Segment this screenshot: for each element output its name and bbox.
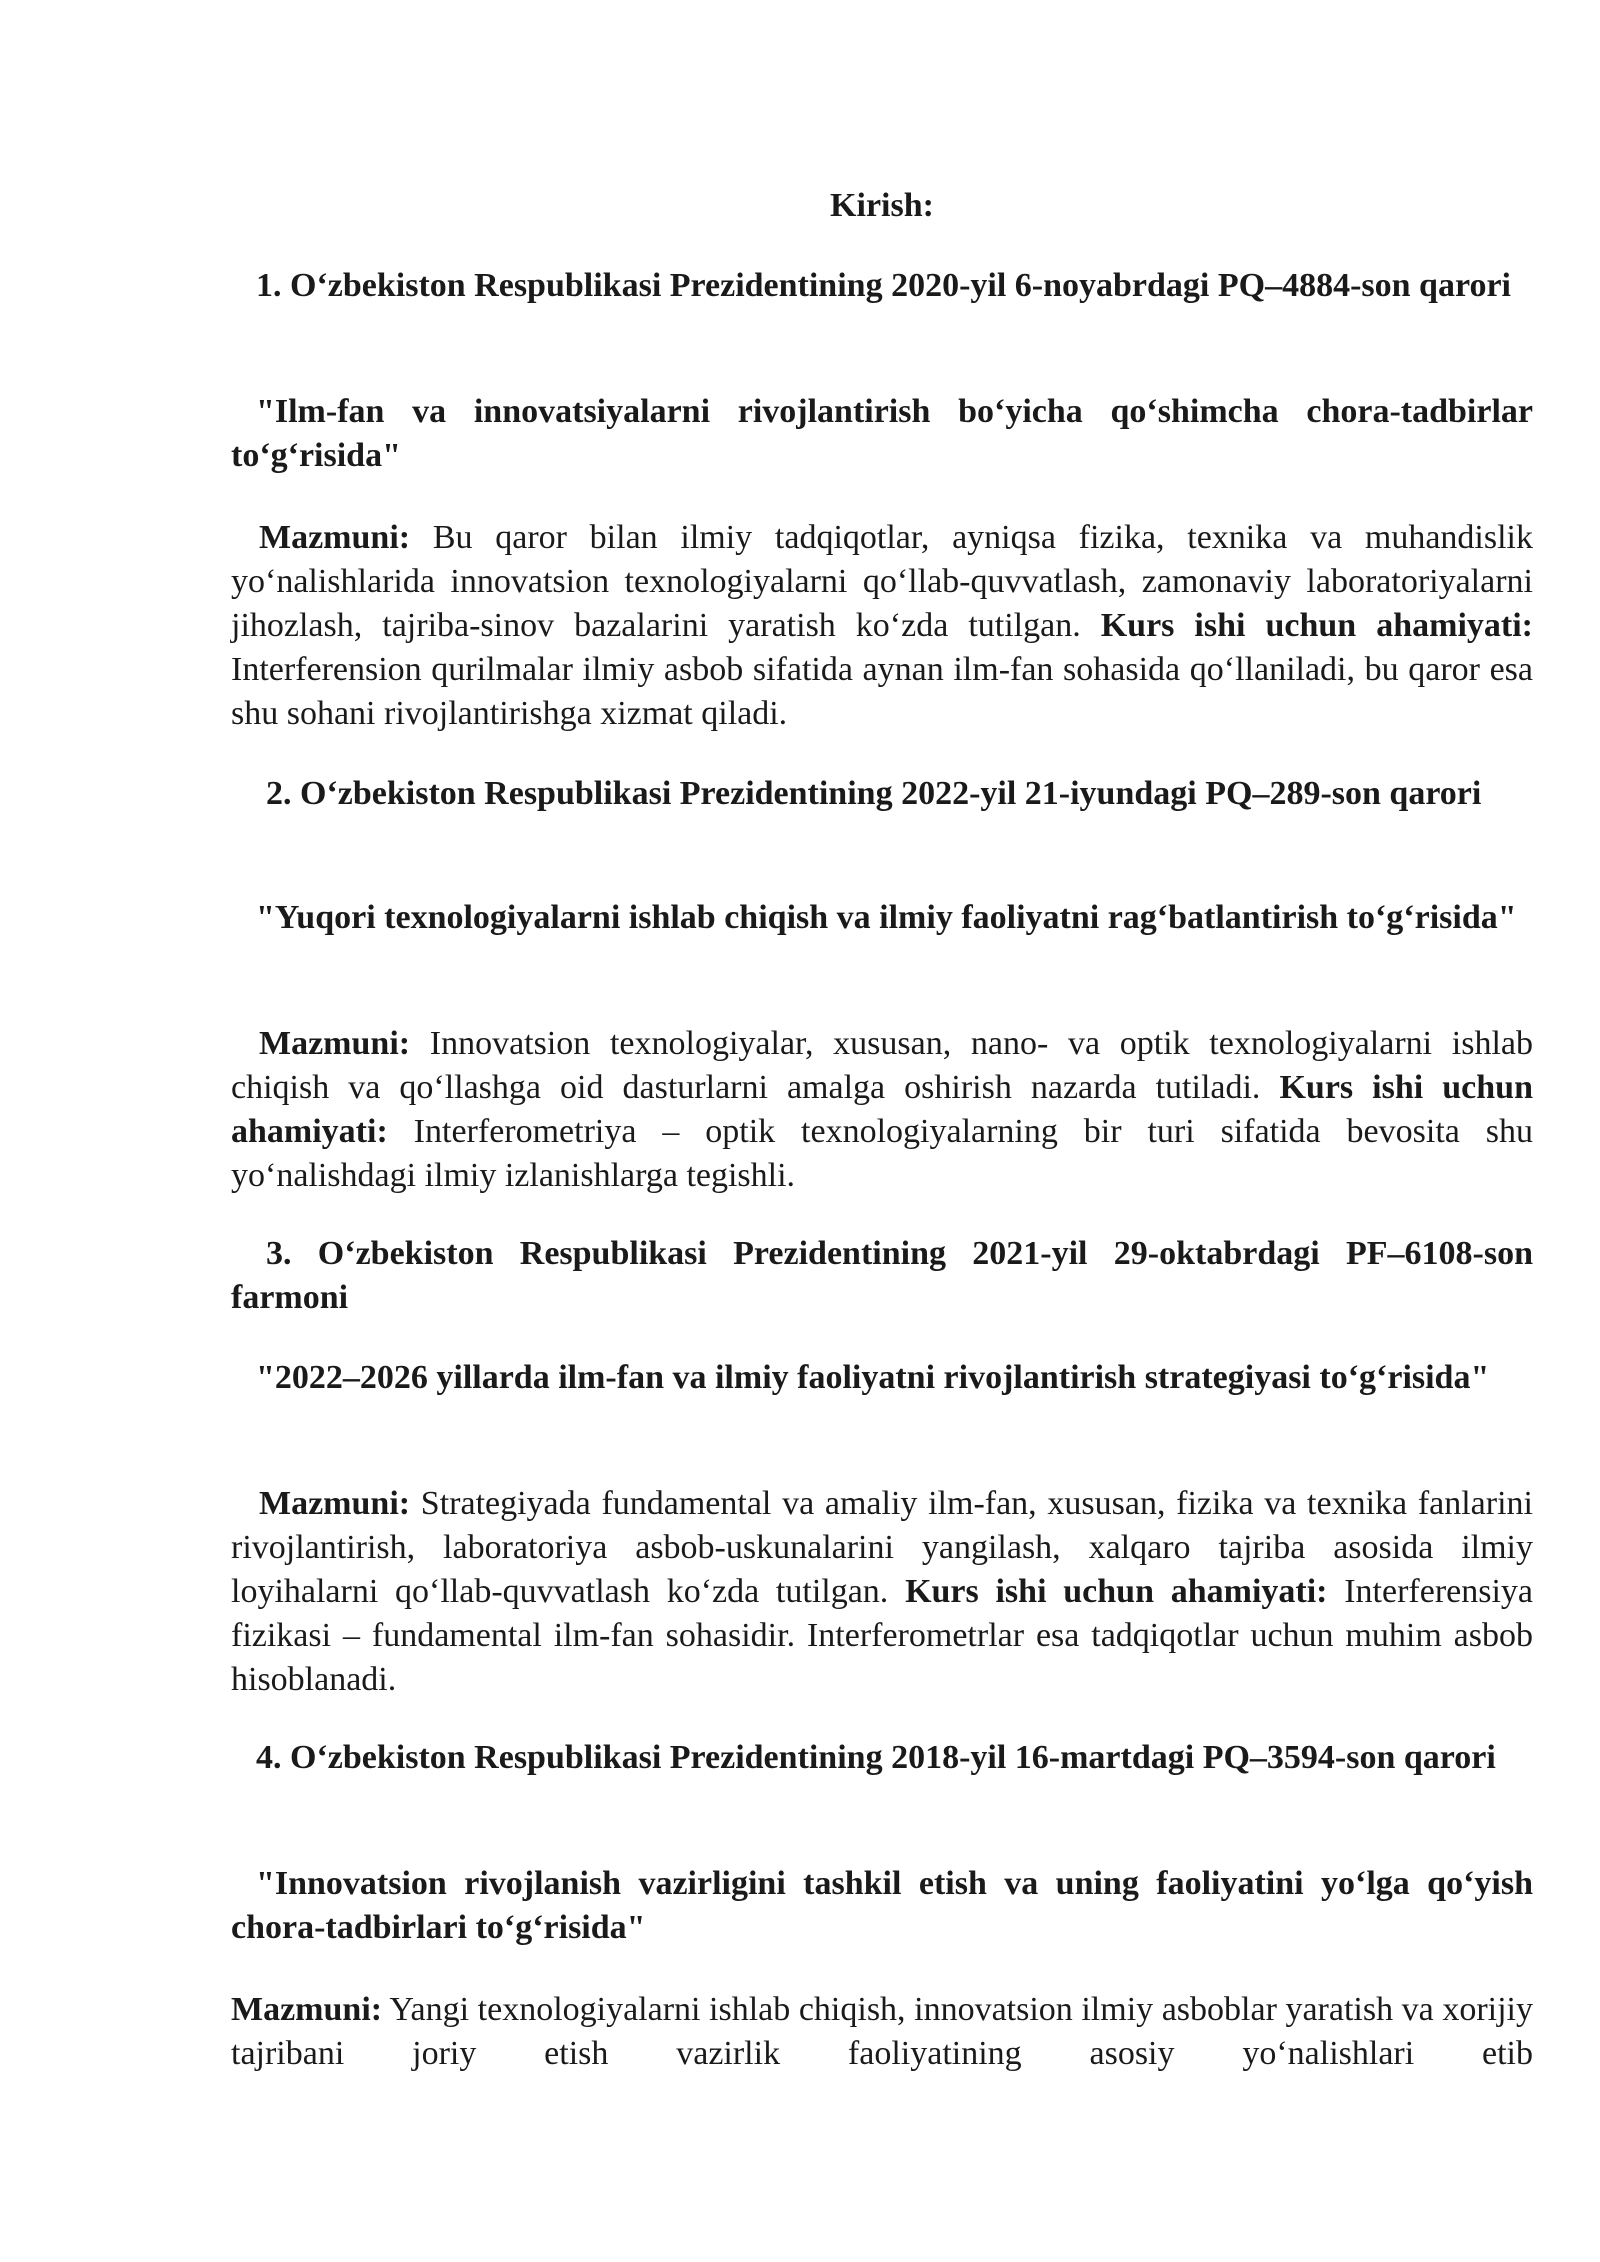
- section-2-content-label: Mazmuni:: [259, 1025, 411, 1062]
- section-3-content-label: Mazmuni:: [259, 1485, 411, 1522]
- section-2-content-text: Innovatsion texnologiyalar, xususan, nano- va optik texnologiyalarni ishlab chiqish va qo‘llashga oid dasturlarni amalga oshirish nazarda tutiladi.: [231, 1025, 1533, 1106]
- section-2-importance-label: Kurs ishi uchun ahamiyati:: [231, 1069, 1533, 1150]
- section-4-content-label: Mazmuni:: [231, 1991, 383, 2028]
- section-1-content-label: Mazmuni:: [259, 519, 411, 556]
- section-1-importance-label: Kurs ishi uchun ahamiyati:: [1100, 607, 1533, 644]
- section-2-title: 2. O‘zbekiston Respublikasi Prezidentining 2022-yil 21-iyundagi PQ–289-son qarori: [266, 775, 1482, 812]
- section-1-title: 1. O‘zbekiston Respublikasi Prezidentining 2020-yil 6-noyabrdagi PQ–4884-son qarori: [256, 267, 1511, 304]
- section-1-body: [231, 516, 1533, 736]
- section-4-quote: "Innovatsion rivojlanish vazirligini tashkil etish va uning faoliyatini yo‘lga qo‘yish chora-tadbirlari to‘g‘risida": [231, 1865, 1533, 1946]
- section-3-body: [231, 1482, 1533, 1702]
- section-1-quote: "Ilm-fan va innovatsiyalarni rivojlantirish bo‘yicha qo‘shimcha chora-tadbirlar to‘g‘risida": [231, 393, 1533, 474]
- section-2-quote: "Yuqori texnologiyalarni ishlab chiqish va ilmiy faoliyatni rag‘batlantirish to‘g‘risida": [256, 899, 1517, 936]
- section-4-content-text: Yangi texnologiyalarni ishlab chiqish, innovatsion ilmiy asboblar yaratish va xorijiy tajribani joriy etish vazirlik faoliyatining asosiy yo‘nalishlari etib: [231, 1991, 1533, 2072]
- section-3-quote: "2022–2026 yillarda ilm-fan va ilmiy faoliyatni rivojlantirish strategiyasi to‘g‘risida": [256, 1359, 1490, 1396]
- section-1-importance-text: Interferension qurilmalar ilmiy asbob sifatida aynan ilm-fan sohasida qo‘llaniladi, bu qaror esa shu sohani rivojlantirishga xizmat qiladi.: [231, 651, 1533, 732]
- section-3-importance-label: Kurs ishi uchun ahamiyati:: [905, 1573, 1328, 1610]
- section-4-title: 4. O‘zbekiston Respublikasi Prezidentining 2018-yil 16-martdagi PQ–3594-son qarori: [256, 1739, 1496, 1776]
- section-2-body: [231, 1022, 1533, 1198]
- section-1-content-text: Bu qaror bilan ilmiy tadqiqotlar, ayniqsa fizika, texnika va muhandislik yo‘nalishlarida innovatsion texnologiyalarni qo‘llab-quvvatlash, zamonaviy laboratoriyalarni jihozlash, tajriba-sinov bazalarini yaratish ko‘zda tutilgan.: [231, 519, 1533, 644]
- page-heading: Kirish:: [830, 187, 934, 224]
- section-3-title: 3. O‘zbekiston Respublikasi Prezidentining 2021-yil 29-oktabrdagi PF–6108-son farmoni: [231, 1235, 1533, 1316]
- section-2-importance-text: Interferometriya – optik texnologiyalarning bir turi sifatida bevosita shu yo‘nalishdagi ilmiy izlanishlarga tegishli.: [231, 1113, 1533, 1194]
- section-3-content-text: Strategiyada fundamental va amaliy ilm-fan, xususan, fizika va texnika fanlarini rivojlantirish, laboratoriya asbob-uskunalarini yangilash, xalqaro tajriba asosida ilmiy loyihalarni qo‘llab-quvvatlash ko‘zda tutilgan.: [231, 1485, 1533, 1610]
- section-3-importance-text: Interferensiya fizikasi – fundamental ilm-fan sohasidir. Interferometrlar esa tadqiqotlar uchun muhim asbob hisoblanadi.: [231, 1573, 1533, 1698]
- section-4-body: [231, 1988, 1533, 2076]
